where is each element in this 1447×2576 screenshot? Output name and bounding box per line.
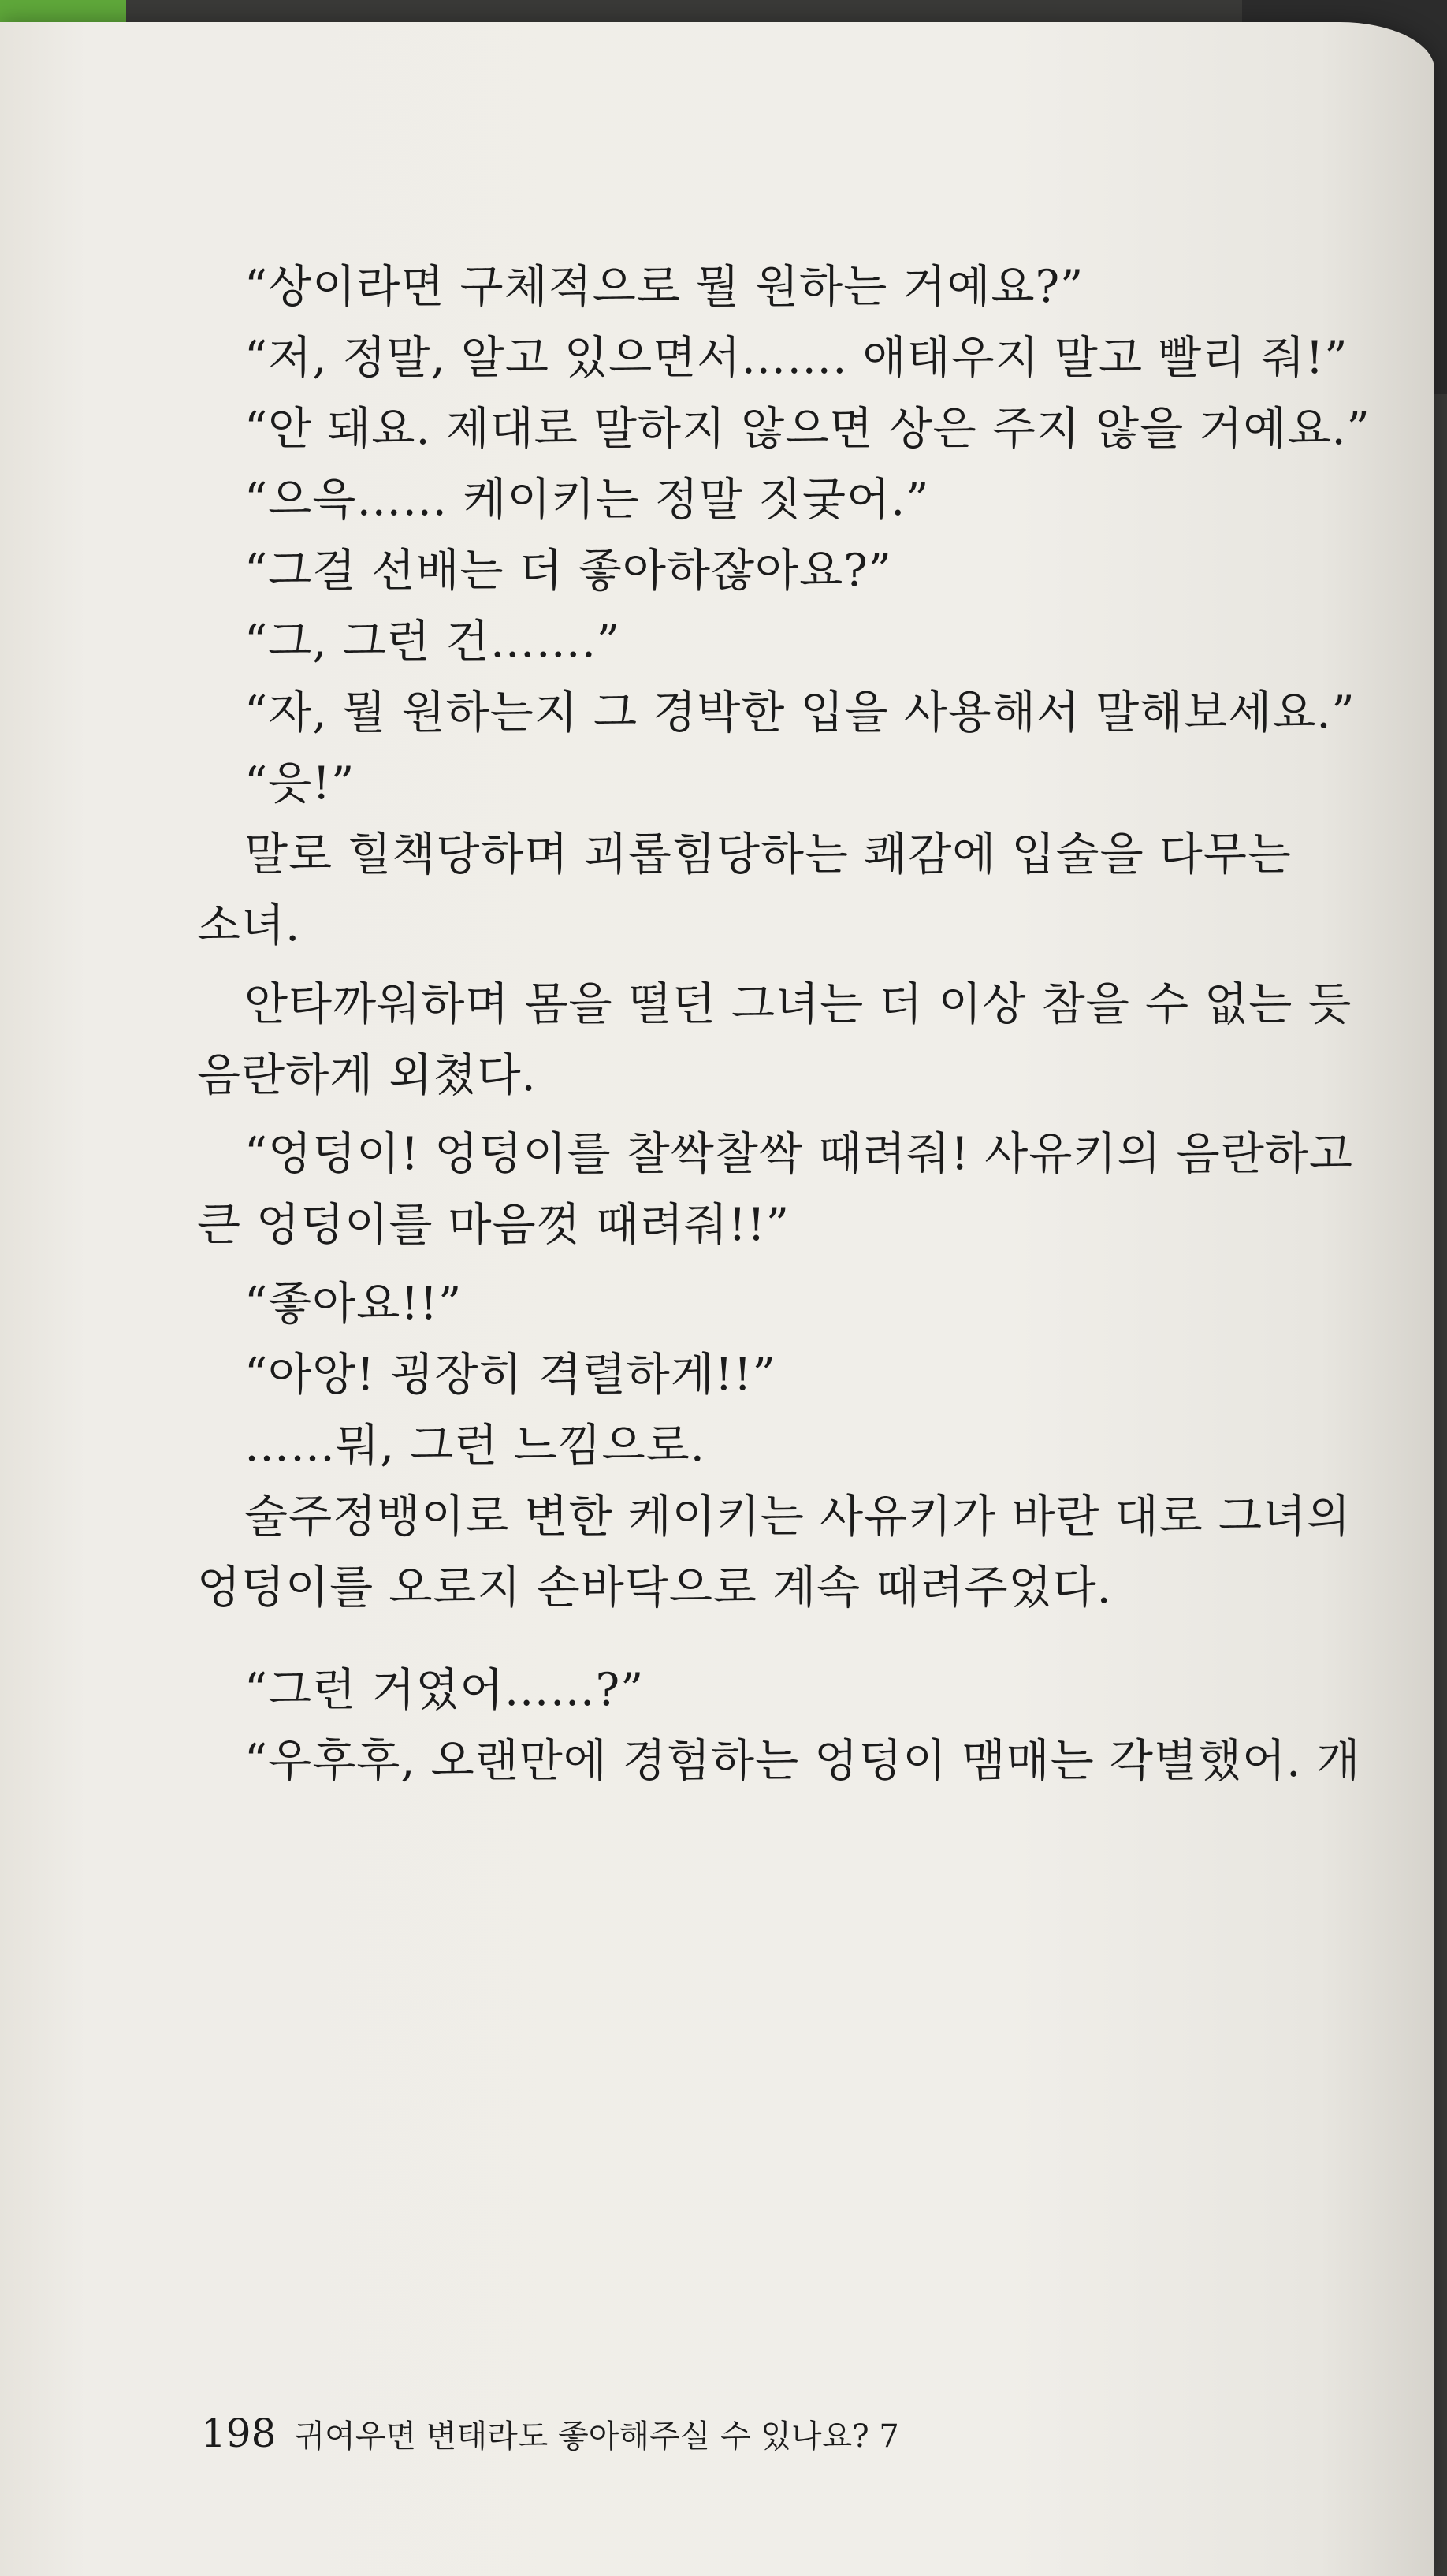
- page-footer: [201, 2410, 899, 2456]
- text-line: “우후후, 오랜만에 경험하는 엉덩이 맴매는 각별했어. 개: [244, 1735, 1361, 1787]
- page-number: 198: [201, 2410, 277, 2456]
- text-line: “그런 거였어……?”: [244, 1664, 645, 1716]
- text-line: 말로 힐책당하며 괴롭힘당하는 쾌감에 입술을 다무는: [244, 828, 1292, 880]
- text-line: “엉덩이! 엉덩이를 찰싹찰싹 때려줘! 사유키의 음란하고: [244, 1128, 1353, 1180]
- text-line: “그, 그런 건…….”: [244, 616, 621, 668]
- text-line: “으윽…… 케이키는 정말 짓궂어.”: [244, 474, 930, 526]
- text-line: “상이라면 구체적으로 뭘 원하는 거예요?”: [244, 261, 1084, 313]
- text-line: “안 돼요. 제대로 말하지 않으면 상은 주지 않을 거예요.”: [244, 403, 1371, 455]
- text-line: 안타까워하며 몸을 떨던 그녀는 더 이상 참을 수 없는 듯: [244, 978, 1352, 1030]
- text-line: “읏!”: [244, 758, 355, 810]
- text-line: 엉덩이를 오로지 손바닥으로 계속 때려주었다.: [197, 1562, 1112, 1614]
- book-page: [0, 22, 1434, 2576]
- text-line: “자, 뭘 원하는지 그 경박한 입을 사용해서 말해보세요.”: [244, 687, 1356, 739]
- running-title: 귀여우면 변태라도 좋아해주실 수 있나요? 7: [294, 2418, 899, 2455]
- text-line: 술주정뱅이로 변한 케이키는 사유키가 바란 대로 그녀의: [244, 1491, 1352, 1543]
- text-line: “좋아요!!”: [244, 1278, 463, 1330]
- text-line: 큰 엉덩이를 마음껏 때려줘!!”: [197, 1199, 790, 1251]
- text-line: “그걸 선배는 더 좋아하잖아요?”: [244, 545, 892, 597]
- text-line: “저, 정말, 알고 있으면서……. 애태우지 말고 빨리 줘!”: [244, 332, 1348, 384]
- text-line: 소녀.: [197, 899, 301, 951]
- text-line: “아앙! 굉장히 격렬하게!!”: [244, 1349, 776, 1401]
- text-line: ……뭐, 그런 느낌으로.: [244, 1420, 705, 1472]
- text-line: 음란하게 외쳤다.: [197, 1049, 537, 1101]
